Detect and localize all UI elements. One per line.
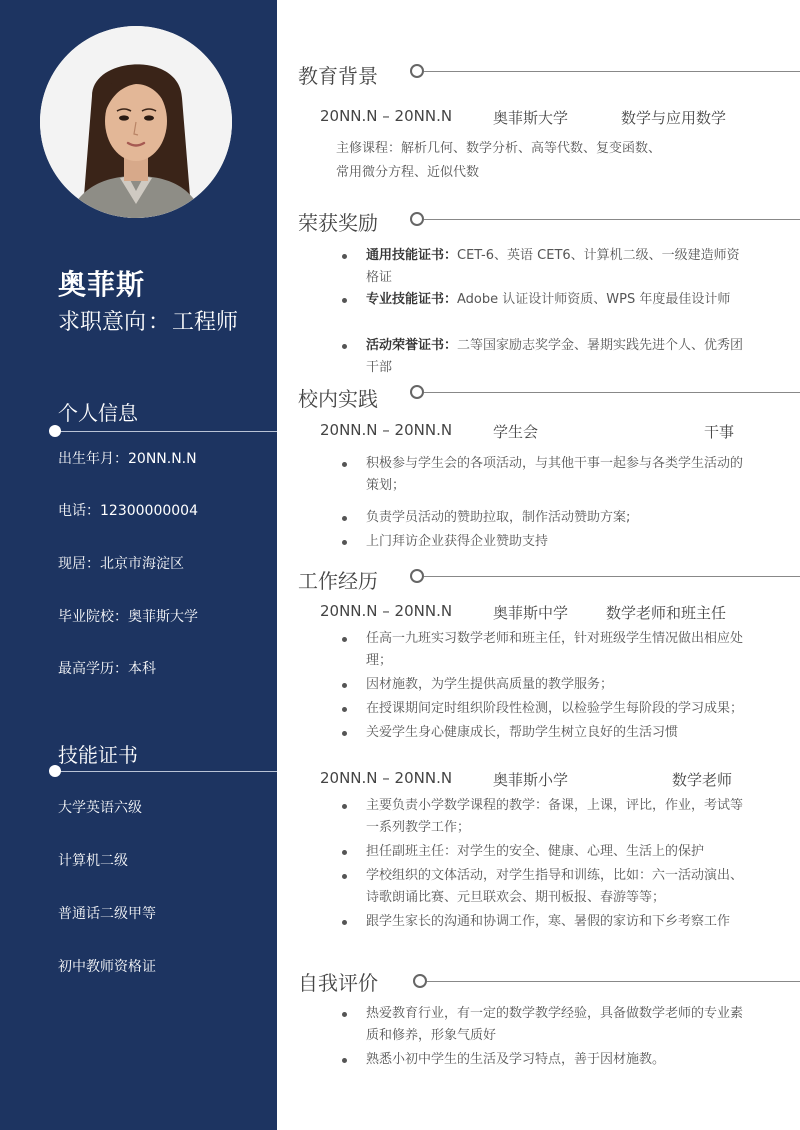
candidate-name: 奥菲斯 — [58, 268, 146, 301]
campus-item: 负责学员活动的赞助拉取，制作活动赞助方案; — [366, 510, 631, 525]
award-label: 活动荣誉证书： — [366, 338, 458, 353]
education-school: 奥菲斯大学 — [493, 109, 569, 127]
education-period: 20NN.N – 20NN.N — [320, 107, 453, 125]
profile-photo — [40, 26, 232, 218]
bullet-icon — [342, 462, 347, 467]
bullet-icon — [342, 804, 347, 809]
self-eval-item: 熟悉小初中学生的生活及学习特点，善于因材施教。 — [366, 1052, 666, 1067]
education-heading: 教育背景 — [298, 64, 378, 88]
graduate-school: 毕业院校：奥菲斯大学 — [58, 609, 198, 625]
job-intent-separator: ： — [148, 310, 171, 335]
education-circle-icon — [410, 64, 424, 78]
job-role: 数学老师和班主任 — [606, 604, 727, 622]
personal-info-dot — [49, 425, 61, 437]
self-eval-circle-icon — [413, 974, 427, 988]
award-text: 二等国家励志奖学金、暑期实践先进个人、优秀团干部 — [366, 338, 744, 375]
bullet-icon — [342, 637, 347, 642]
bullet-icon — [342, 344, 347, 349]
campus-heading: 校内实践 — [298, 387, 378, 411]
award-label: 专业技能证书： — [366, 292, 458, 307]
award-item — [366, 245, 746, 289]
personal-info-divider — [56, 431, 277, 432]
bullet-icon — [342, 540, 347, 545]
self-eval-divider — [427, 981, 800, 982]
job-intent-label: 求职意向 — [58, 310, 147, 335]
bullet-icon — [342, 683, 347, 688]
job-item: 在授课期间定时组织阶段性检测，以检验学生每阶段的学习成果； — [366, 701, 744, 716]
award-item — [366, 335, 746, 379]
job-org: 奥菲斯中学 — [493, 604, 569, 622]
campus-org: 学生会 — [493, 423, 539, 441]
awards-divider — [424, 219, 800, 220]
skills-heading: 技能证书 — [58, 743, 138, 767]
bullet-icon — [342, 1012, 347, 1017]
sidebar — [0, 0, 277, 1130]
education-courses-line2: 常用微分方程、近似代数 — [336, 165, 480, 180]
job-item: 学校组织的文体活动，对学生指导和训练，比如：六一活动演出、诗歌朗诵比赛、元旦联欢会、期刊板报、春游等等； — [366, 868, 744, 905]
bullet-icon — [342, 731, 347, 736]
job-intent — [58, 305, 238, 336]
job-org: 奥菲斯小学 — [493, 771, 569, 789]
personal-info-heading: 个人信息 — [58, 401, 138, 425]
bullet-icon — [342, 874, 347, 879]
job-item: 任高一九班实习数学老师和班主任，针对班级学生情况做出相应处理； — [366, 631, 744, 668]
skills-divider — [56, 771, 277, 772]
bullet-icon — [342, 707, 347, 712]
campus-divider — [424, 392, 800, 393]
skill-item: 计算机二级 — [58, 853, 128, 869]
work-circle-icon — [410, 569, 424, 583]
bullet-icon — [342, 1058, 347, 1063]
awards-circle-icon — [410, 212, 424, 226]
skill-item: 大学英语六级 — [58, 800, 142, 816]
education-divider — [424, 71, 800, 72]
campus-period: 20NN.N – 20NN.N — [320, 421, 453, 439]
residence: 现居：北京市海淀区 — [58, 556, 184, 572]
self-eval-item: 热爱教育行业，有一定的数学教学经验，具备做数学老师的专业素质和修养，形象气质好 — [366, 1006, 744, 1043]
work-heading: 工作经历 — [298, 569, 378, 593]
education-major: 数学与应用数学 — [621, 109, 727, 127]
award-label: 通用技能证书： — [366, 248, 458, 263]
job-item: 因材施教，为学生提供高质量的教学服务； — [366, 677, 614, 692]
skill-item: 初中教师资格证 — [58, 959, 156, 975]
campus-role: 干事 — [704, 423, 735, 441]
self-eval-heading: 自我评价 — [298, 971, 378, 995]
campus-circle-icon — [410, 385, 424, 399]
work-divider — [424, 576, 800, 577]
skills-dot — [49, 765, 61, 777]
bullet-icon — [342, 298, 347, 303]
award-text: CET-6、英语 CET6、计算机二级、一级建造师资格证 — [366, 248, 740, 285]
birth-date: 出生年月：20NN.N.N — [58, 451, 197, 467]
skill-item: 普通话二级甲等 — [58, 906, 156, 922]
awards-heading: 荣获奖励 — [298, 211, 378, 235]
job-item: 担任副班主任：对学生的安全、健康、心理、生活上的保护 — [366, 844, 705, 859]
campus-item: 积极参与学生会的各项活动，与其他干事一起参与各类学生活动的策划； — [366, 456, 744, 493]
bullet-icon — [342, 850, 347, 855]
education-courses-line1: 主修课程：解析几何、数学分析、高等代数、复变函数、 — [336, 141, 662, 156]
bullet-icon — [342, 516, 347, 521]
job-item: 跟学生家长的沟通和协调工作，寒、暑假的家访和下乡考察工作 — [366, 914, 731, 929]
bullet-icon — [342, 254, 347, 259]
job-intent-value: 工程师 — [172, 310, 239, 335]
job-item: 关爱学生身心健康成长，帮助学生树立良好的生活习惯 — [366, 725, 679, 740]
job-item: 主要负责小学数学课程的教学：备课，上课，评比，作业，考试等一系列教学工作； — [366, 798, 744, 835]
campus-item: 上门拜访企业获得企业赞助支持 — [366, 534, 549, 549]
job-period: 20NN.N – 20NN.N — [320, 602, 453, 620]
profile-photo-illustration — [40, 26, 232, 218]
bullet-icon — [342, 920, 347, 925]
job-role: 数学老师 — [672, 771, 733, 789]
award-text: Adobe 认证设计师资质、WPS 年度最佳设计师 — [457, 292, 731, 307]
job-period: 20NN.N – 20NN.N — [320, 769, 453, 787]
award-item — [366, 289, 746, 311]
phone: 电话：12300000004 — [58, 503, 198, 519]
highest-degree: 最高学历：本科 — [58, 661, 156, 677]
